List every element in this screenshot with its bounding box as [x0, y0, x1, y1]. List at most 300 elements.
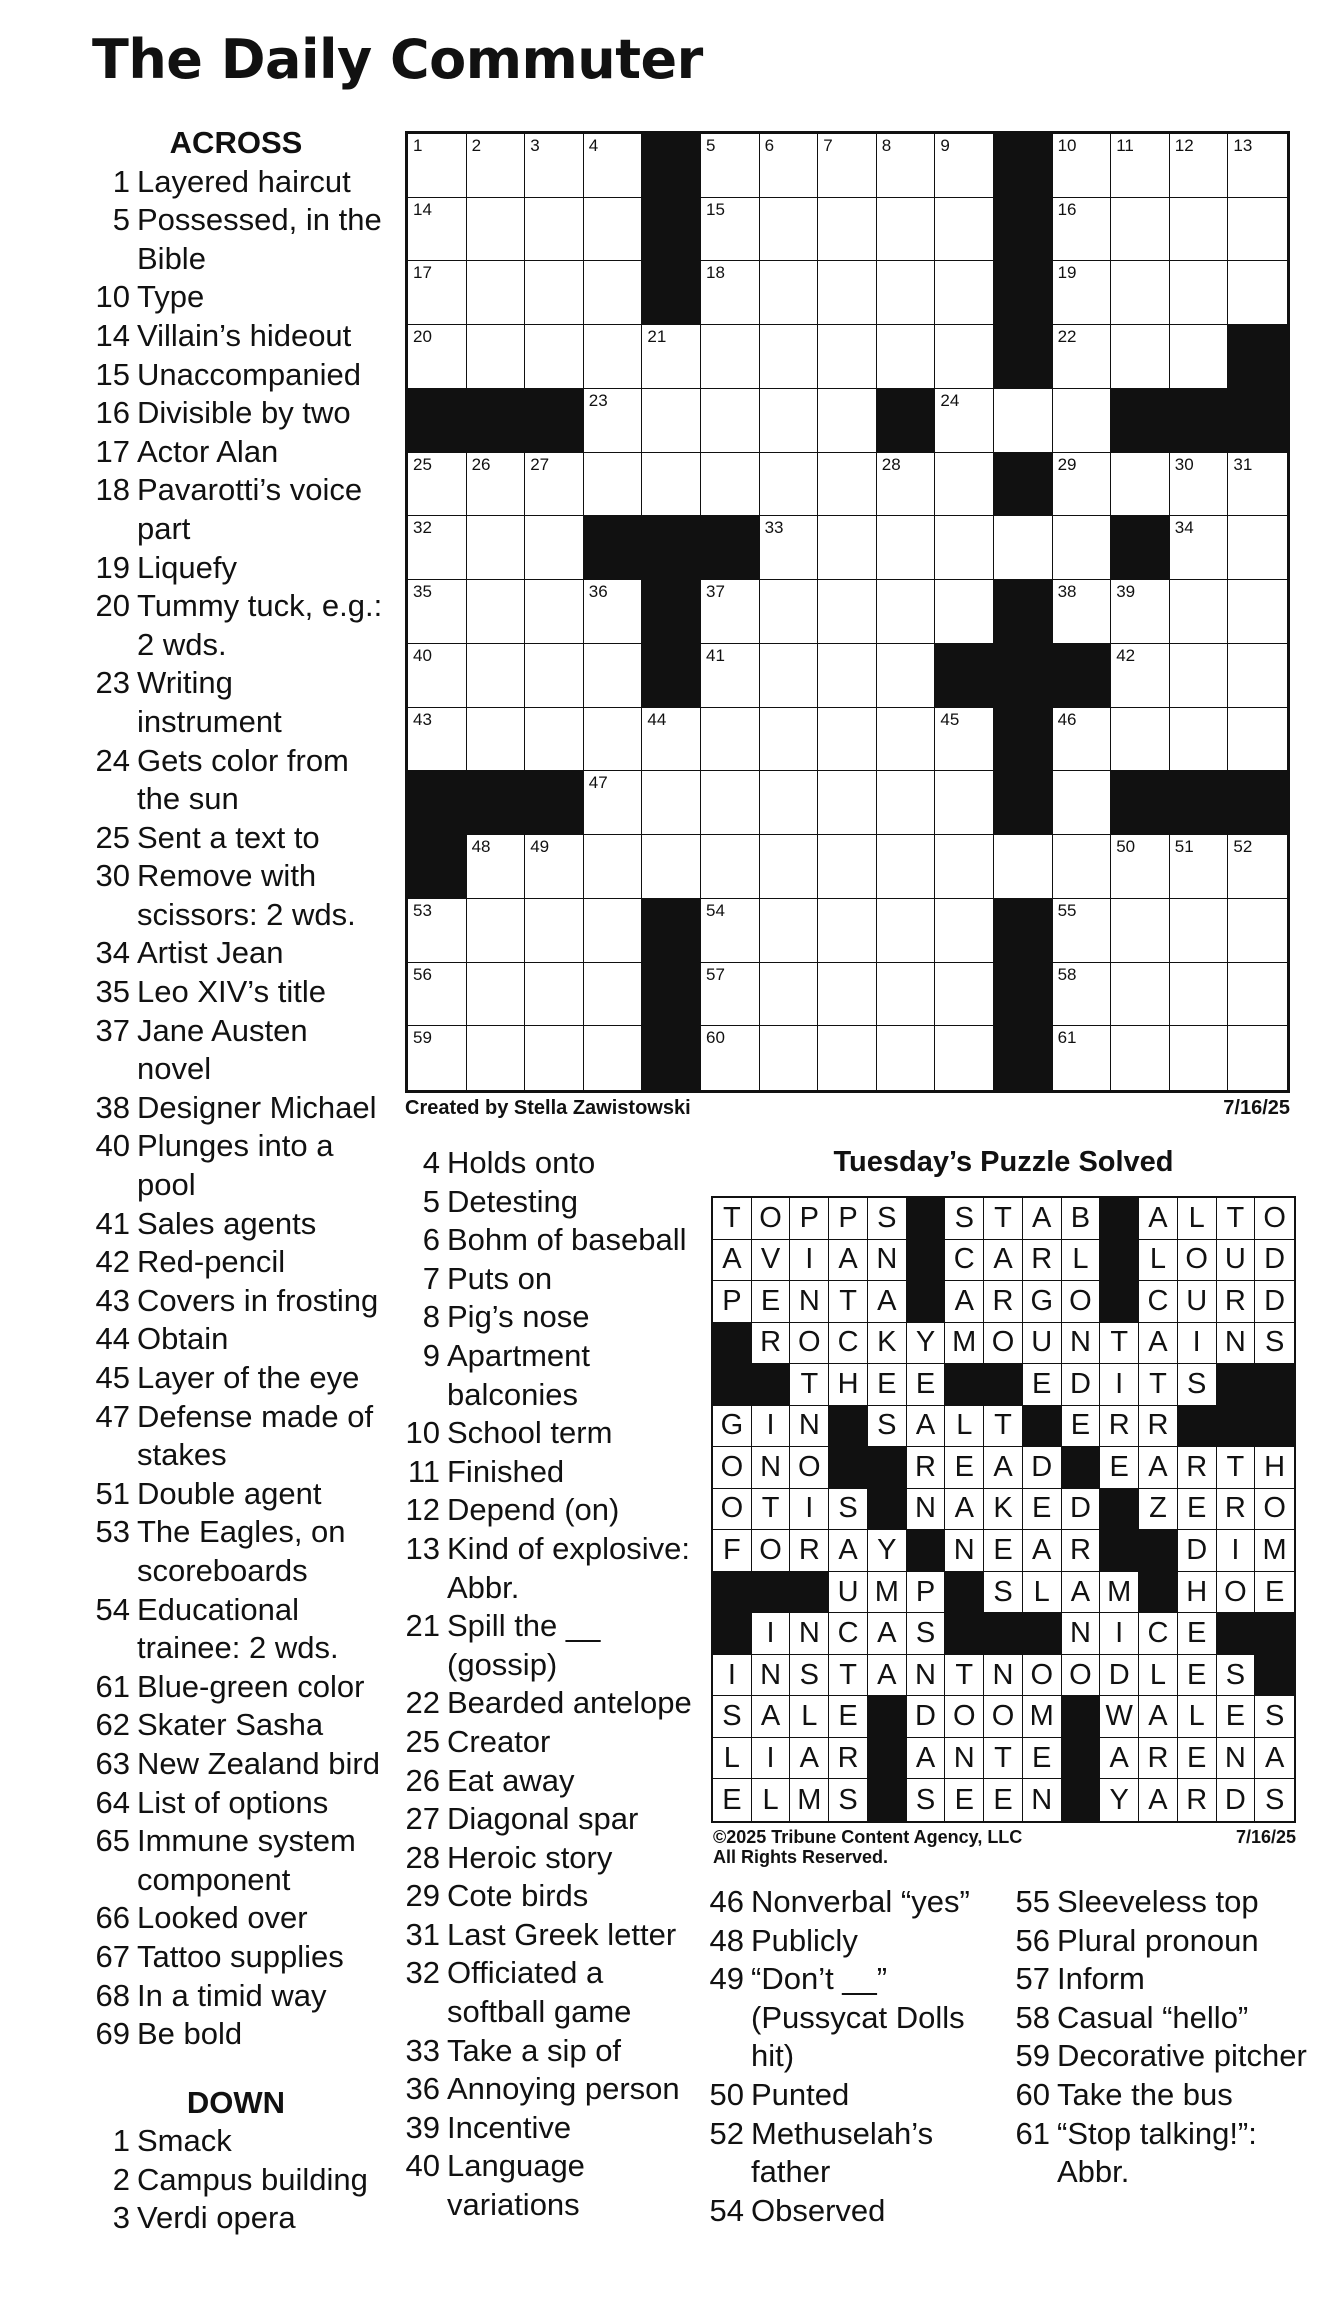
grid-cell[interactable]	[760, 453, 819, 517]
grid-cell[interactable]	[408, 325, 467, 389]
grid-cell[interactable]	[1053, 453, 1112, 517]
grid-cell[interactable]	[467, 134, 526, 198]
clue-number: 59	[1015, 2038, 1050, 2074]
grid-cell[interactable]	[935, 134, 994, 198]
grid-cell[interactable]	[1053, 134, 1112, 198]
clue-20	[88, 587, 384, 664]
grid-cell[interactable]	[818, 261, 877, 325]
grid-cell[interactable]	[935, 835, 994, 899]
solution-letter: S	[1264, 1783, 1285, 1816]
solution-letter: A	[829, 1240, 868, 1282]
grid-cell[interactable]	[1170, 899, 1229, 963]
clue-number: 53	[95, 1514, 130, 1550]
grid-cell[interactable]	[1228, 580, 1287, 644]
grid-cell[interactable]	[1228, 1026, 1287, 1090]
grid-cell[interactable]	[584, 580, 643, 644]
grid-cell[interactable]	[525, 899, 584, 963]
grid-cell[interactable]	[584, 963, 643, 1027]
grid-cell[interactable]	[818, 963, 877, 1027]
clue-number: 10	[405, 1415, 440, 1451]
grid-cell[interactable]	[408, 261, 467, 325]
grid-cell[interactable]	[701, 261, 760, 325]
grid-cell[interactable]	[1170, 644, 1229, 708]
solution-letter: S	[1217, 1655, 1256, 1697]
grid-cell[interactable]	[584, 453, 643, 517]
grid-cell[interactable]	[935, 389, 994, 453]
solution-letter: O	[1062, 1281, 1101, 1323]
grid-cell[interactable]	[760, 198, 819, 262]
grid-cell[interactable]	[877, 708, 936, 772]
solution-black-square	[1062, 1779, 1101, 1821]
clue-text: Gets color from the sun	[137, 742, 349, 817]
black-square	[994, 771, 1053, 835]
solution-letter: I	[1217, 1530, 1256, 1572]
solution-letter: P	[829, 1198, 868, 1240]
solution-letter: E	[1178, 1613, 1217, 1655]
grid-cell[interactable]	[584, 1026, 643, 1090]
grid-cell[interactable]	[467, 198, 526, 262]
solution-black-square	[945, 1613, 984, 1655]
grid-cell[interactable]	[701, 644, 760, 708]
grid-cell[interactable]	[525, 644, 584, 708]
grid-cell[interactable]	[1053, 516, 1112, 580]
black-square	[642, 580, 701, 644]
solution-letter: A	[752, 1696, 791, 1738]
grid-cell[interactable]	[877, 261, 936, 325]
solution-letter: T	[1100, 1323, 1139, 1365]
cell-number: 22	[1057, 327, 1077, 347]
solution-letter: T	[829, 1281, 868, 1323]
cell-number: 32	[413, 518, 432, 538]
cell-number: 58	[1057, 964, 1077, 984]
clue-text: In a timid way	[137, 1977, 327, 2013]
grid-cell[interactable]	[584, 835, 643, 899]
grid-cell[interactable]	[467, 261, 526, 325]
grid-cell[interactable]	[760, 1026, 819, 1090]
solution-letter: R	[1178, 1779, 1217, 1821]
grid-cell[interactable]	[760, 708, 819, 772]
solution-letter: E	[1217, 1696, 1256, 1738]
grid-cell[interactable]	[584, 389, 643, 453]
clue-number: 20	[95, 588, 130, 624]
grid-cell[interactable]	[1053, 771, 1112, 835]
grid-cell[interactable]	[935, 708, 994, 772]
grid-cell[interactable]	[818, 580, 877, 644]
grid-cell[interactable]	[1170, 261, 1229, 325]
grid-cell[interactable]	[1111, 644, 1170, 708]
grid-cell[interactable]	[994, 835, 1053, 899]
clue-50	[702, 2076, 992, 2115]
solution-letter: O	[984, 1696, 1023, 1738]
grid-cell[interactable]	[935, 771, 994, 835]
grid-cell[interactable]	[760, 325, 819, 389]
grid-cell[interactable]	[1170, 325, 1229, 389]
cell-number: 28	[881, 454, 901, 474]
grid-cell[interactable]	[525, 835, 584, 899]
grid-cell[interactable]	[1111, 261, 1170, 325]
grid-cell[interactable]	[1053, 261, 1112, 325]
solution-letter: N	[1062, 1613, 1101, 1655]
grid-cell[interactable]	[408, 453, 467, 517]
grid-cell[interactable]	[408, 516, 467, 580]
grid-cell[interactable]	[877, 899, 936, 963]
clue-10	[398, 1414, 698, 1453]
grid-cell[interactable]	[1111, 1026, 1170, 1090]
black-square	[877, 389, 936, 453]
grid-cell[interactable]	[467, 708, 526, 772]
grid-cell[interactable]	[935, 453, 994, 517]
down-clue-list-2	[398, 1144, 698, 2225]
clue-text: Possessed, in the Bible	[137, 202, 382, 276]
grid-cell[interactable]	[1228, 963, 1287, 1027]
grid-cell[interactable]	[1228, 198, 1287, 262]
grid-cell[interactable]	[1111, 580, 1170, 644]
grid-cell[interactable]	[994, 516, 1053, 580]
clue-59	[1008, 2037, 1308, 2076]
grid-cell[interactable]	[1228, 261, 1287, 325]
grid-cell[interactable]	[467, 580, 526, 644]
grid-cell[interactable]	[818, 899, 877, 963]
grid-cell[interactable]	[760, 134, 819, 198]
grid-cell[interactable]	[525, 325, 584, 389]
copyright-line-2: All Rights Reserved.	[713, 1847, 889, 1867]
solution-letter: H	[1255, 1447, 1294, 1489]
grid-cell[interactable]	[701, 198, 760, 262]
solution-letter: U	[1217, 1240, 1256, 1282]
clue-36	[398, 2070, 698, 2109]
grid-cell[interactable]	[642, 389, 701, 453]
solution-letter: D	[1062, 1364, 1101, 1406]
clue-text: Spill the __ (gossip)	[447, 1608, 601, 1682]
solution-letter: A	[1139, 1447, 1178, 1489]
grid-cell[interactable]	[1111, 963, 1170, 1027]
grid-cell[interactable]	[467, 963, 526, 1027]
grid-cell[interactable]	[701, 453, 760, 517]
grid-cell[interactable]	[642, 835, 701, 899]
grid-cell[interactable]	[935, 198, 994, 262]
grid-cell[interactable]	[877, 963, 936, 1027]
across-header: ACROSS	[169, 125, 303, 160]
grid-cell[interactable]	[1053, 198, 1112, 262]
clue-6	[398, 1221, 698, 1260]
grid-cell[interactable]	[877, 325, 936, 389]
cell-number: 56	[413, 964, 432, 984]
grid-cell[interactable]	[1228, 835, 1287, 899]
grid-cell[interactable]	[701, 835, 760, 899]
solution-letter: D	[1255, 1281, 1294, 1323]
clue-14	[88, 317, 384, 356]
solution-letter: S	[984, 1572, 1023, 1614]
grid-cell[interactable]	[701, 899, 760, 963]
grid-cell[interactable]	[877, 134, 936, 198]
grid-cell[interactable]	[467, 516, 526, 580]
clue-16	[88, 394, 384, 433]
grid-cell[interactable]	[642, 453, 701, 517]
grid-cell[interactable]	[408, 644, 467, 708]
grid-cell[interactable]	[1228, 134, 1287, 198]
grid-cell[interactable]	[818, 644, 877, 708]
grid-cell[interactable]	[877, 1026, 936, 1090]
grid-cell[interactable]	[408, 708, 467, 772]
grid-cell[interactable]	[701, 1026, 760, 1090]
grid-cell[interactable]	[642, 708, 701, 772]
clue-text: Smack	[137, 2123, 232, 2159]
solution-letter: T	[752, 1489, 791, 1531]
solution-letter: A	[1139, 1696, 1178, 1738]
clue-text: Double agent	[137, 1475, 322, 1511]
clue-number: 25	[95, 819, 130, 855]
grid-cell[interactable]	[525, 580, 584, 644]
grid-cell[interactable]	[1228, 899, 1287, 963]
black-square	[701, 516, 760, 580]
grid-cell[interactable]	[1170, 453, 1229, 517]
grid-cell[interactable]	[1111, 708, 1170, 772]
clue-number: 36	[405, 2071, 440, 2107]
clue-63	[88, 1745, 384, 1784]
grid-cell[interactable]	[1111, 899, 1170, 963]
solution-letter: A	[1255, 1738, 1294, 1780]
grid-cell[interactable]	[701, 580, 760, 644]
grid-cell[interactable]	[935, 580, 994, 644]
grid-cell[interactable]	[467, 325, 526, 389]
crossword-grid[interactable]	[405, 131, 1290, 1093]
cell-number: 25	[413, 454, 432, 474]
solution-letter: S	[1255, 1323, 1294, 1365]
grid-cell[interactable]	[935, 325, 994, 389]
grid-cell[interactable]	[525, 261, 584, 325]
solution-letter: O	[1178, 1240, 1217, 1282]
solution-letter: R	[907, 1447, 946, 1489]
grid-cell[interactable]	[1053, 389, 1112, 453]
solution-letter: C	[829, 1613, 868, 1655]
grid-cell[interactable]	[584, 899, 643, 963]
clue-37	[88, 1012, 384, 1089]
grid-cell[interactable]	[760, 389, 819, 453]
clue-60	[1008, 2076, 1308, 2115]
grid-cell[interactable]	[1111, 835, 1170, 899]
clue-number: 41	[95, 1205, 130, 1241]
cell-number: 44	[647, 709, 667, 729]
grid-cell[interactable]	[877, 198, 936, 262]
grid-cell[interactable]	[525, 1026, 584, 1090]
grid-cell[interactable]	[877, 453, 936, 517]
grid-cell[interactable]	[760, 899, 819, 963]
grid-cell[interactable]	[760, 644, 819, 708]
grid-cell[interactable]	[1170, 516, 1229, 580]
solution-black-square	[907, 1198, 946, 1240]
grid-cell[interactable]	[467, 453, 526, 517]
solution-letter: M	[945, 1323, 984, 1365]
grid-cell[interactable]	[1053, 325, 1112, 389]
grid-cell[interactable]	[1053, 963, 1112, 1027]
solution-letter: M	[1100, 1572, 1139, 1614]
clue-number: 67	[95, 1938, 130, 1974]
grid-cell[interactable]	[408, 198, 467, 262]
cell-number: 37	[705, 582, 725, 602]
grid-cell[interactable]	[467, 899, 526, 963]
clue-number: 1	[112, 163, 130, 199]
clue-number: 12	[405, 1492, 440, 1528]
grid-cell[interactable]	[1170, 134, 1229, 198]
grid-cell[interactable]	[525, 453, 584, 517]
clue-number: 62	[95, 1707, 130, 1743]
solution-letter: C	[829, 1323, 868, 1365]
black-square	[1111, 516, 1170, 580]
grid-cell[interactable]	[408, 963, 467, 1027]
solution-letter: T	[984, 1738, 1023, 1780]
grid-cell[interactable]	[467, 644, 526, 708]
grid-cell[interactable]	[935, 261, 994, 325]
grid-cell[interactable]	[818, 389, 877, 453]
grid-cell[interactable]	[701, 134, 760, 198]
grid-cell[interactable]	[935, 516, 994, 580]
clue-text: Immune system component	[137, 1823, 356, 1897]
grid-cell[interactable]	[525, 198, 584, 262]
grid-cell[interactable]	[1228, 708, 1287, 772]
grid-cell[interactable]	[1170, 835, 1229, 899]
black-square	[642, 1026, 701, 1090]
grid-cell[interactable]	[1228, 453, 1287, 517]
grid-cell[interactable]	[408, 580, 467, 644]
grid-cell[interactable]	[525, 516, 584, 580]
black-square	[642, 261, 701, 325]
grid-cell[interactable]	[1228, 516, 1287, 580]
clue-44	[88, 1320, 384, 1359]
grid-cell[interactable]	[1111, 198, 1170, 262]
cell-number: 23	[588, 390, 608, 410]
clue-69	[88, 2015, 384, 2054]
grid-cell[interactable]	[525, 134, 584, 198]
grid-cell[interactable]	[584, 198, 643, 262]
grid-cell[interactable]	[994, 389, 1053, 453]
black-square	[642, 516, 701, 580]
solution-letter: A	[984, 1240, 1023, 1282]
grid-cell[interactable]	[818, 134, 877, 198]
grid-cell[interactable]	[525, 963, 584, 1027]
grid-cell[interactable]	[877, 771, 936, 835]
grid-cell[interactable]	[525, 708, 584, 772]
grid-cell[interactable]	[584, 325, 643, 389]
grid-cell[interactable]	[408, 1026, 467, 1090]
grid-cell[interactable]	[1170, 708, 1229, 772]
solution-letter: E	[1178, 1738, 1217, 1780]
clue-text: Plural pronoun	[1057, 1922, 1259, 1958]
solution-letter: I	[752, 1406, 791, 1448]
grid-cell[interactable]	[760, 516, 819, 580]
down-clue-list-4	[1008, 1883, 1308, 2192]
black-square	[408, 835, 467, 899]
grid-cell[interactable]	[760, 835, 819, 899]
grid-cell[interactable]	[877, 644, 936, 708]
clue-number: 54	[709, 2192, 744, 2228]
clue-text: Punted	[751, 2076, 850, 2112]
grid-cell[interactable]	[1170, 963, 1229, 1027]
grid-cell[interactable]	[642, 771, 701, 835]
grid-cell[interactable]	[1053, 899, 1112, 963]
grid-cell[interactable]	[877, 835, 936, 899]
grid-cell[interactable]	[584, 708, 643, 772]
grid-cell[interactable]	[701, 389, 760, 453]
solution-black-square	[907, 1530, 946, 1572]
solution-letter: A	[945, 1281, 984, 1323]
clue-25	[88, 819, 384, 858]
grid-cell[interactable]	[701, 325, 760, 389]
grid-cell[interactable]	[467, 835, 526, 899]
clue-number: 66	[95, 1900, 130, 1936]
grid-cell[interactable]	[818, 516, 877, 580]
grid-cell[interactable]	[584, 771, 643, 835]
grid-cell[interactable]	[1053, 708, 1112, 772]
clue-text: Blue-green color	[137, 1668, 365, 1704]
grid-cell[interactable]	[760, 963, 819, 1027]
grid-cell[interactable]	[408, 134, 467, 198]
solution-black-square	[1255, 1406, 1294, 1448]
solution-black-square	[1062, 1447, 1101, 1489]
grid-cell[interactable]	[701, 771, 760, 835]
grid-cell[interactable]	[1111, 453, 1170, 517]
grid-cell[interactable]	[818, 771, 877, 835]
solution-black-square	[1023, 1406, 1062, 1448]
grid-cell[interactable]	[877, 580, 936, 644]
grid-cell[interactable]	[818, 198, 877, 262]
grid-cell[interactable]	[701, 963, 760, 1027]
grid-cell[interactable]	[935, 899, 994, 963]
clue-21	[398, 1607, 698, 1684]
grid-cell[interactable]	[935, 963, 994, 1027]
grid-cell[interactable]	[818, 708, 877, 772]
grid-cell[interactable]	[818, 1026, 877, 1090]
solution-letter: D	[1023, 1447, 1062, 1489]
grid-cell[interactable]	[584, 134, 643, 198]
grid-cell[interactable]	[818, 835, 877, 899]
grid-cell[interactable]	[760, 261, 819, 325]
grid-cell[interactable]	[1170, 580, 1229, 644]
grid-cell[interactable]	[818, 325, 877, 389]
clue-text: The Eagles, on scoreboards	[137, 1514, 346, 1588]
grid-cell[interactable]	[467, 1026, 526, 1090]
solution-letter: N	[868, 1240, 907, 1282]
grid-cell[interactable]	[818, 453, 877, 517]
down-clue-column-4	[1008, 1883, 1308, 2192]
grid-cell[interactable]	[408, 899, 467, 963]
grid-cell[interactable]	[760, 580, 819, 644]
grid-cell[interactable]	[642, 325, 701, 389]
grid-cell[interactable]	[1228, 644, 1287, 708]
grid-cell[interactable]	[584, 261, 643, 325]
grid-cell[interactable]	[584, 644, 643, 708]
grid-cell[interactable]	[1111, 134, 1170, 198]
clue-text: Diagonal spar	[447, 1801, 639, 1837]
grid-cell[interactable]	[701, 708, 760, 772]
clue-number: 21	[405, 1608, 440, 1644]
clue-number: 52	[709, 2115, 744, 2151]
solution-letter: T	[829, 1655, 868, 1697]
solution-letter: R	[829, 1738, 868, 1780]
grid-cell[interactable]	[1053, 1026, 1112, 1090]
grid-cell[interactable]	[1170, 198, 1229, 262]
grid-cell[interactable]	[1111, 325, 1170, 389]
cell-number: 33	[764, 518, 784, 538]
black-square	[642, 899, 701, 963]
grid-cell[interactable]	[1053, 580, 1112, 644]
grid-cell[interactable]	[1053, 835, 1112, 899]
grid-cell[interactable]	[935, 1026, 994, 1090]
grid-cell[interactable]	[877, 516, 936, 580]
grid-cell[interactable]	[760, 771, 819, 835]
grid-cell[interactable]	[1170, 1026, 1229, 1090]
black-square	[994, 644, 1053, 708]
solution-letter: R	[984, 1281, 1023, 1323]
